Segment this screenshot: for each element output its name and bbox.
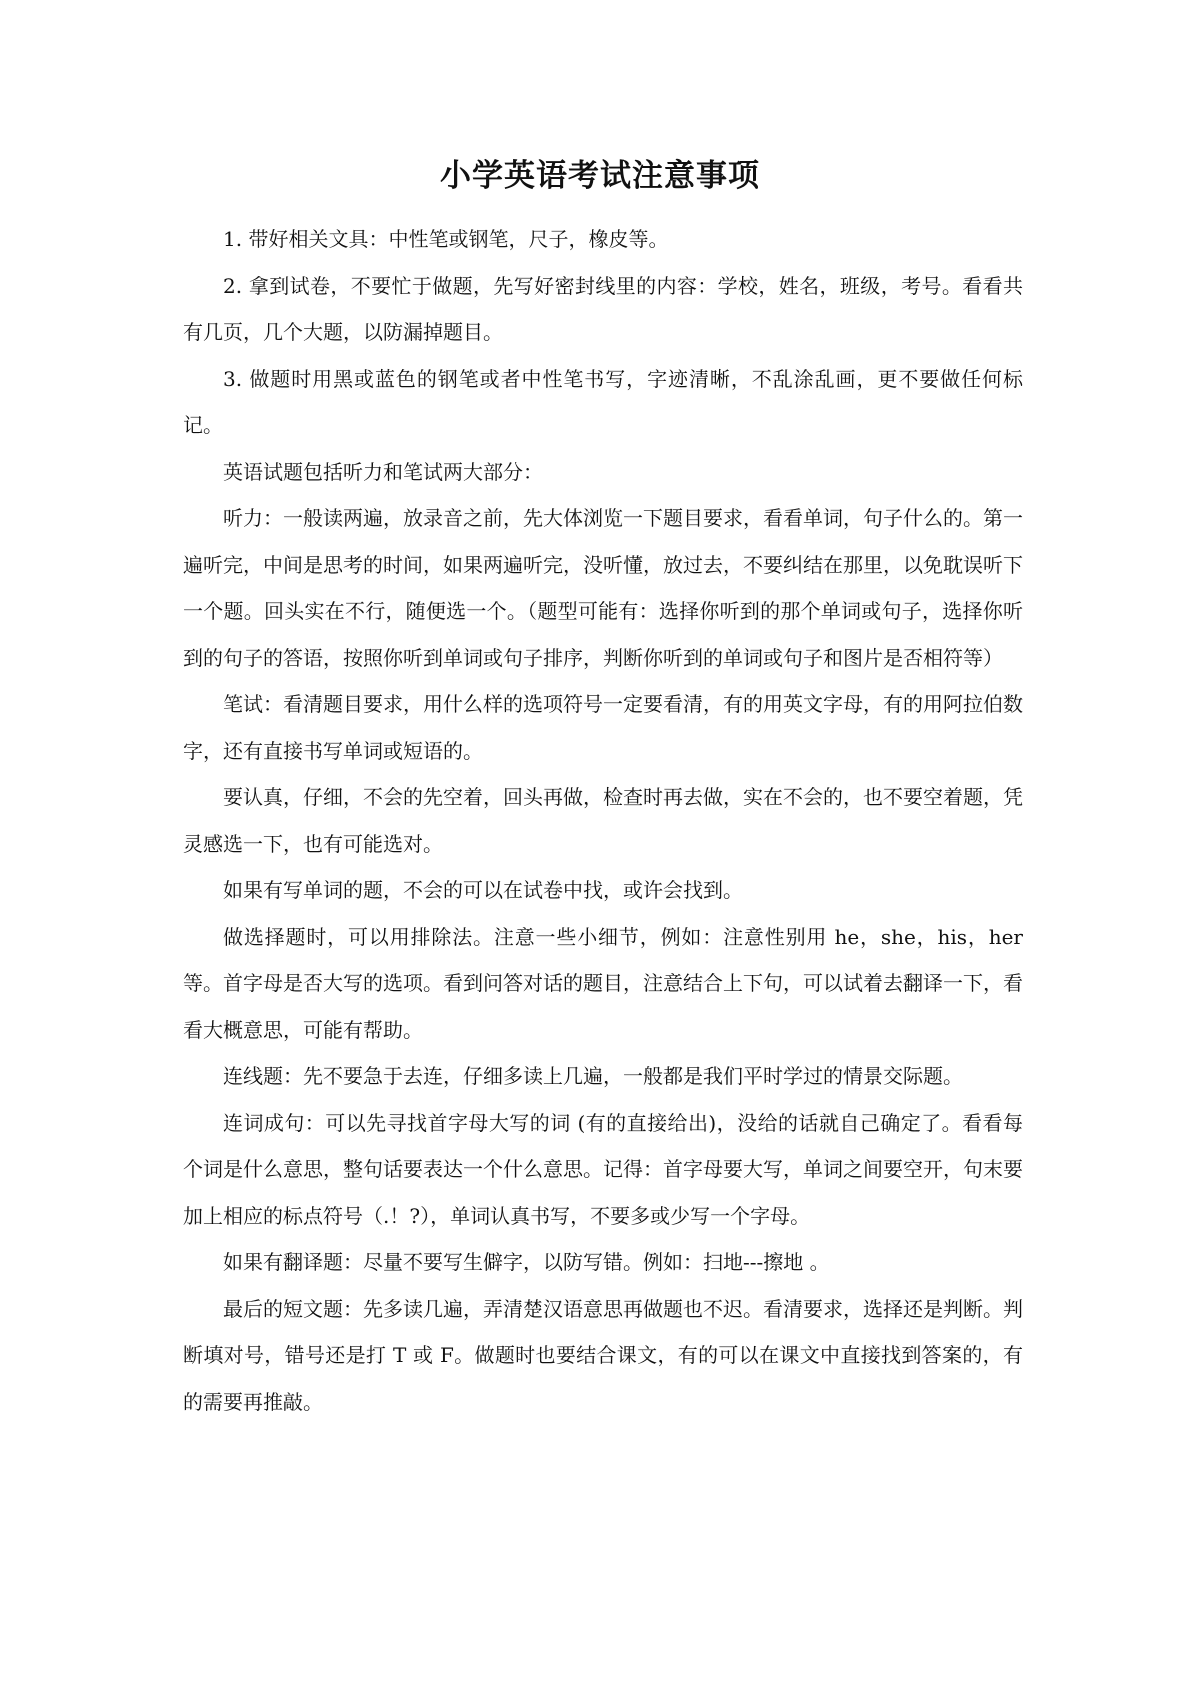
paragraph-sentence-building: 连词成句：可以先寻找首字母大写的词 (有的直接给出)，没给的话就自己确定了。看看每个词是什么意思，整句话要表达一个什么意思。记得：首字母要大写，单词之间要空开，句末要加上相应的标点符号（.！?），单词认真书写，不要多或少写一个字母。 [183,1110,1023,1228]
paragraph-paper-info: 2. 拿到试卷，不要忙于做题，先写好密封线里的内容：学校，姓名，班级，考号。看看共有几页，几个大题，以防漏掉题目。 [183,273,1023,344]
paragraph-written-test: 笔试：看清题目要求，用什么样的选项符号一定要看清，有的用英文字母，有的用阿拉伯数字，还有直接书写单词或短语的。 [183,692,1023,763]
paragraph-multiple-choice: 做选择题时，可以用排除法。注意一些小细节，例如：注意性别用 he，she，his，her 等。首字母是否大写的选项。看到问答对话的题目，注意结合上下句，可以试着去翻译一下，看看大概意思，可能有帮助。 [183,924,1023,1042]
paragraph-matching: 连线题：先不要急于去连，仔细多读上几遍，一般都是我们平时学过的情景交际题。 [223,1064,963,1088]
paragraph-reading: 最后的短文题：先多读几遍，弄清楚汉语意思再做题也不迟。看清要求，选择还是判断。判断填对号，错号还是打 T 或 F。做题时也要结合课文，有的可以在课文中直接找到答案的，有的需要再推敲。 [183,1296,1023,1414]
paragraph-spelling: 如果有写单词的题，不会的可以在试卷中找，或许会找到。 [223,878,743,902]
paragraph-writing: 3. 做题时用黑或蓝色的钢笔或者中性笔书写，字迹清晰，不乱涂乱画，更不要做任何标记。 [183,366,1023,437]
paragraph-stationery: 1. 带好相关文具：中性笔或钢笔，尺子，橡皮等。 [223,227,669,251]
document-body [183,216,1023,1425]
paragraph-careful: 要认真，仔细，不会的先空着，回头再做，检查时再去做，实在不会的，也不要空着题，凭灵感选一下，也有可能选对。 [183,785,1023,856]
paragraph-listening: 听力：一般读两遍，放录音之前，先大体浏览一下题目要求，看看单词，句子什么的。第一遍听完，中间是思考的时间，如果两遍听完，没听懂，放过去，不要纠结在那里，以免耽误听下一个题。回头实在不行，随便选一个。（题型可能有：选择你听到的那个单词或句子，选择你听到的句子的答语，按照你听到单词或句子排序，判断你听到的单词或句子和图片是否相符等） [183,506,1023,670]
paragraph-test-parts: 英语试题包括听力和笔试两大部分： [223,459,543,484]
document-title: 小学英语考试注意事项 [440,158,760,194]
paragraph-translation: 如果有翻译题：尽量不要写生僻字，以防写错。例如：扫地---擦地 。 [223,1250,830,1274]
